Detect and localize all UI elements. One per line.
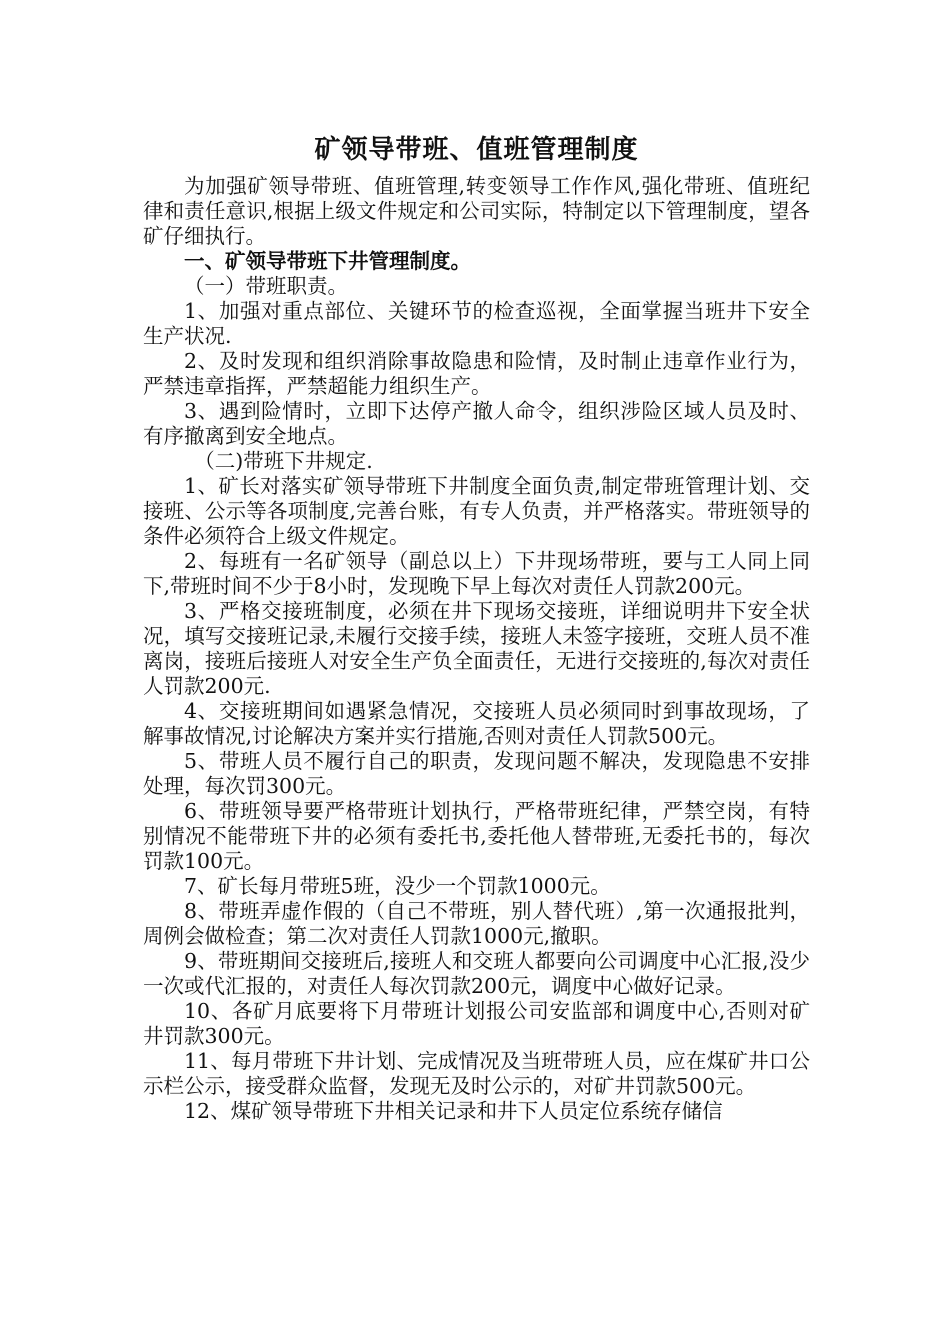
duty-item: 1、加强对重点部位、关键环节的检查巡视，全面掌握当班井下安全生产状况. <box>143 299 810 348</box>
subsection-heading: （一）带班职责。 <box>184 274 348 298</box>
rule-item: 4、交接班期间如遇紧急情况，交接班人员必须同时到事故现场，了解事故情况,讨论解决方案并实行措施,否则对责任人罚款500元。 <box>143 699 810 748</box>
rule-item: 11、每月带班下井计划、完成情况及当班带班人员，应在煤矿井口公示栏公示，接受群众监督，发现无及时公示的，对矿井罚款500元。 <box>143 1049 810 1098</box>
section-heading: 一、矿领导带班下井管理制度。 <box>184 249 471 273</box>
rule-item: 2、每班有一名矿领导（副总以上）下井现场带班，要与工人同上同下,带班时间不少于8小时，发现晚下早上每次对责任人罚款200元。 <box>143 549 810 598</box>
duty-item: 2、及时发现和组织消除事故隐患和险情，及时制止违章作业行为，严禁违章指挥，严禁超能力组织生产。 <box>143 349 810 398</box>
rule-item: 9、带班期间交接班后,接班人和交班人都要向公司调度中心汇报,没少一次或代汇报的，对责任人每次罚款200元，调度中心做好记录。 <box>143 949 810 998</box>
document-title: 矿领导带班、值班管理制度 <box>314 135 639 165</box>
rule-item: 3、严格交接班制度，必须在井下现场交接班，详细说明井下安全状况，填写交接班记录,未履行交接手续，接班人未签字接班，交班人员不准离岗，接班后接班人对安全生产负全面责任，无进行交接班的,每次对责任人罚款200元. <box>143 599 810 698</box>
rule-item: 5、带班人员不履行自己的职责，发现问题不解决，发现隐患不安排处理，每次罚300元。 <box>143 749 810 798</box>
rule-item: 8、带班弄虚作假的（自己不带班，别人替代班）,第一次通报批判，周例会做检查；第二次对责任人罚款1000元,撤职。 <box>143 899 810 948</box>
rule-item: 6、带班领导要严格带班计划执行，严格带班纪律，严禁空岗，有特别情况不能带班下井的必须有委托书,委托他人替带班,无委托书的，每次罚款100元。 <box>143 799 810 873</box>
rule-item: 1、矿长对落实矿领导带班下井制度全面负责,制定带班管理计划、交接班、公示等各项制度,完善台账，有专人负责，并严格落实。带班领导的条件必须符合上级文件规定。 <box>143 474 810 548</box>
rule-item: 12、煤矿领导带班下井相关记录和井下人员定位系统存储信 <box>184 1099 723 1123</box>
duty-item: 3、遇到险情时，立即下达停产撤人命令，组织涉险区域人员及时、有序撤离到安全地点。 <box>143 399 810 448</box>
rule-item: 7、矿长每月带班5班，没少一个罚款1000元。 <box>184 874 611 898</box>
rule-item: 10、各矿月底要将下月带班计划报公司安监部和调度中心,否则对矿井罚款300元。 <box>143 999 810 1048</box>
intro-paragraph: 为加强矿领导带班、值班管理,转变领导工作作风,强化带班、值班纪律和责任意识,根据上级文件规定和公司实际，特制定以下管理制度，望各矿仔细执行。 <box>143 174 810 248</box>
subsection-heading: （二)带班下井规定. <box>194 449 373 473</box>
